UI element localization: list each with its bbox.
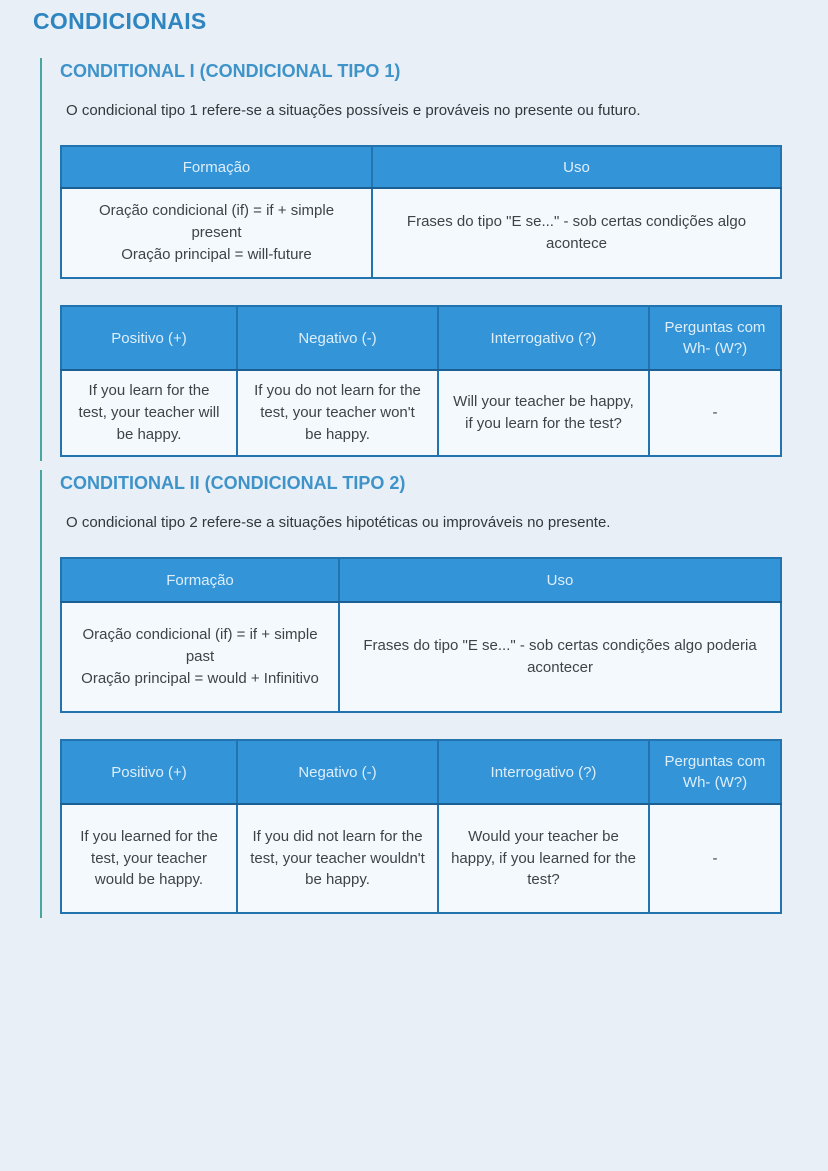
section-1-heading: CONDITIONAL I (CONDICIONAL TIPO 1) — [60, 61, 401, 81]
forms-table-1-header-row — [61, 306, 781, 370]
wh-example-cell: - — [649, 804, 781, 913]
wh-example-cell: - — [649, 370, 781, 456]
formation-table-1 — [60, 145, 782, 279]
table-row — [61, 370, 781, 456]
section-2-heading: CONDITIONAL II (CONDICIONAL TIPO 2) — [60, 473, 406, 493]
use-header: Uso — [372, 146, 781, 188]
interrogative-header: Interrogativo (?) — [438, 306, 649, 370]
section-conditional-2 — [40, 470, 780, 918]
table-row — [61, 804, 781, 913]
positive-header: Positivo (+) — [61, 740, 237, 804]
negative-header: Negativo (-) — [237, 740, 438, 804]
negative-example-cell: If you do not learn for the test, your teacher won't be happy. — [237, 370, 438, 456]
negative-example-cell: If you did not learn for the test, your teacher wouldn't be happy. — [237, 804, 438, 913]
formation-line: Oração condicional (if) = if + simple past — [82, 626, 318, 666]
wh-questions-header: Perguntas com Wh- (W?) — [649, 306, 781, 370]
formation-line: Oração condicional (if) = if + simple present — [98, 202, 335, 242]
negative-header: Negativo (-) — [237, 306, 438, 370]
formation-line: Oração principal = would + Infinitivo — [81, 669, 319, 687]
formation-line: Oração principal = will-future — [121, 245, 312, 263]
use-cell: Frases do tipo "E se..." - sob certas condições algo acontece — [372, 188, 781, 278]
forms-table-2-header-row — [61, 740, 781, 804]
formation-header: Formação — [61, 146, 372, 188]
formation-table-1-header-row — [61, 146, 781, 188]
use-header: Uso — [339, 558, 781, 602]
wh-questions-header: Perguntas com Wh- (W?) — [649, 740, 781, 804]
formation-table-2-header-row — [61, 558, 781, 602]
formation-cell — [61, 602, 339, 712]
positive-example-cell: If you learned for the test, your teacher would be happy. — [61, 804, 237, 913]
section-conditional-1 — [40, 58, 780, 461]
section-2-description: O condicional tipo 2 refere-se a situações hipotéticas ou improváveis no presente. — [66, 514, 611, 531]
page-title: CONDICIONAIS — [33, 8, 207, 34]
interrogative-header: Interrogativo (?) — [438, 740, 649, 804]
forms-table-1 — [60, 305, 782, 457]
formation-table-2 — [60, 557, 782, 713]
formation-header: Formação — [61, 558, 339, 602]
table-row — [61, 188, 781, 278]
formation-cell — [61, 188, 372, 278]
positive-header: Positivo (+) — [61, 306, 237, 370]
forms-table-2 — [60, 739, 782, 914]
table-row — [61, 602, 781, 712]
interrogative-example-cell: Would your teacher be happy, if you learned for the test? — [438, 804, 649, 913]
use-cell: Frases do tipo "E se..." - sob certas condições algo poderia acontecer — [339, 602, 781, 712]
section-1-description: O condicional tipo 1 refere-se a situações possíveis e prováveis no presente ou futuro. — [66, 102, 641, 119]
positive-example-cell: If you learn for the test, your teacher will be happy. — [61, 370, 237, 456]
interrogative-example-cell: Will your teacher be happy, if you learn for the test? — [438, 370, 649, 456]
